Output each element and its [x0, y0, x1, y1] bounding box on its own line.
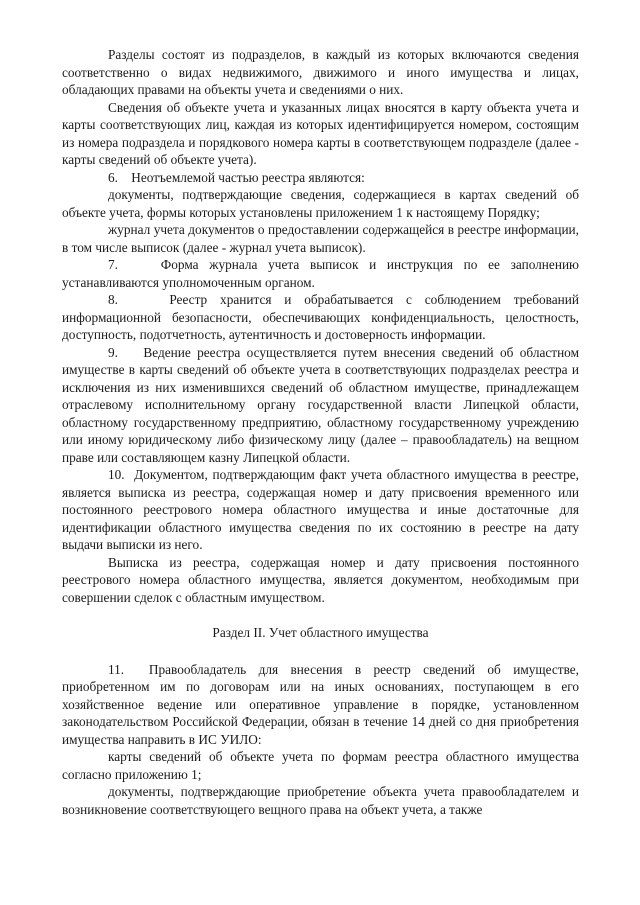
document-body	[62, 46, 579, 818]
paragraph-sections: Разделы состоят из подразделов, в каждый из которых включаются сведения соответственно о видах недвижимого, движимого и иного имущества и лицах, обладающих правами на объекты учета и сведениями о них.	[62, 47, 579, 97]
paragraph-item-11-cards: карты сведений об объекте учета по формам реестра областного имущества согласно приложению 1;	[62, 749, 579, 782]
paragraph-object-info: Сведения об объекте учета и указанных лицах вносятся в карту объекта учета и карты соответствующих лиц, каждая из которых идентифицируется номером, состоящим из номера подраздела и порядкового номера карты в соответствующем подразделе (далее - карты сведений об объекте учета).	[62, 99, 579, 167]
paragraph-item-10: 10. Документом, подтверждающим факт учета областного имущества в реестре, является выписка из реестра, содержащая номер и дату присвоения временного или постоянного реестрового номера областного имущества и иные достаточные для идентификации областного имущества сведения по их состоянию в реестре на дату выдачи выписки из него.	[62, 467, 579, 552]
paragraph-item-6-documents: документы, подтверждающие сведения, содержащиеся в картах сведений об объекте учета, формы которых установлены приложением 1 к настоящему Порядку;	[62, 187, 579, 220]
paragraph-item-10-extract: Выписка из реестра, содержащая номер и дату присвоения постоянного реестрового номера областного имущества, является документом, необходимым при совершении сделок с областным имуществом.	[62, 554, 579, 605]
paragraph-item-8: 8. Реестр хранится и обрабатывается с соблюдением требований информационной безопасности, обеспечивающих конфиденциальность, целостность, доступность, подотчетность, аутентичность и достоверность информации.	[62, 292, 579, 342]
paragraph-item-6: 6. Неотъемлемой частью реестра являются:	[108, 169, 365, 185]
paragraph-item-6-journal: журнал учета документов о предоставлении содержащейся в реестре информации, в том числе выписок (далее - журнал учета выписок).	[62, 222, 579, 255]
paragraph-item-7: 7. Форма журнала учета выписок и инструкция по ее заполнению устанавливаются уполномоченным органом.	[62, 257, 579, 290]
paragraph-item-11-documents: документы, подтверждающие приобретение объекта учета правообладателем и возникновение соответствующего вещного права на объект учета, а также	[62, 784, 579, 817]
paragraph-item-11: 11. Правообладатель для внесения в реестр сведений об имуществе, приобретенном им по договорам или на иных основаниях, поступающем в его хозяйственное ведение или оперативное управление в порядке, установленном законодательством Российской Федерации, обязан в течение 14 дней со дня приобретения имущества направить в ИС УИЛО:	[62, 661, 579, 747]
section-heading: Раздел II. Учет областного имущества	[212, 625, 429, 640]
paragraph-item-9: 9. Ведение реестра осуществляется путем внесения сведений об областном имуществе в карты сведений об объекте учета в соответствующих подразделах реестра и исключения из них изменившихся сведений об областном имуществе, принадлежащем отраслевому исполнительному органу государственной власти Липецкой области, областному государственному предприятию, областному государственному учреждению или иному юридическому либо физическому лицу (далее – правообладатель) на вещном праве или составляющем казну Липецкой области.	[62, 344, 579, 465]
